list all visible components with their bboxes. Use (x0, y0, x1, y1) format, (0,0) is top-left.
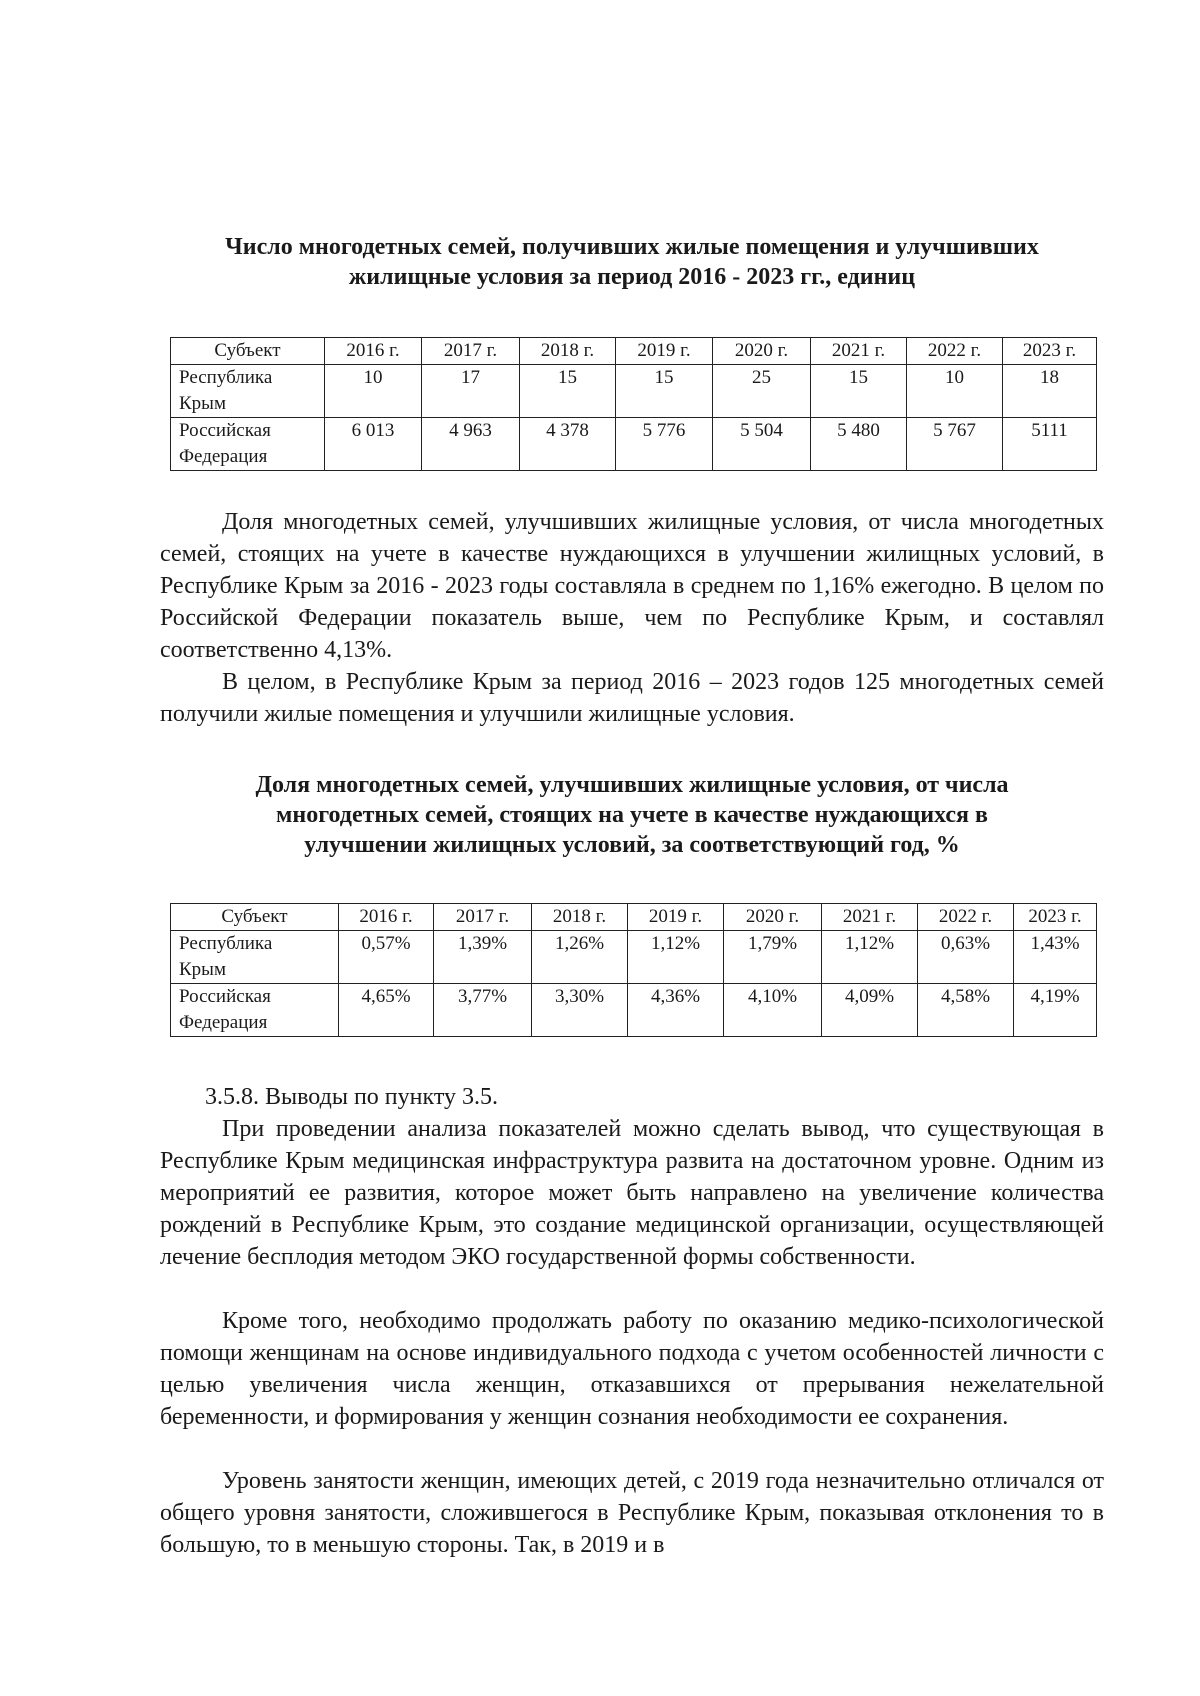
table2-title (160, 770, 1104, 860)
subject-line: Российская (179, 986, 271, 1007)
table1-title-line2: жилищные условия за период 2016 - 2023 гг., единиц (348, 264, 916, 290)
value-cell: 4,10% (724, 984, 822, 1037)
value-cell: 1,79% (724, 931, 822, 984)
value-cell: 5111 (1003, 418, 1097, 471)
table-row (171, 931, 1097, 984)
table1-title (160, 232, 1104, 292)
table2-header-cell: 2023 г. (1014, 904, 1097, 931)
subject-line: Федерация (179, 1012, 268, 1033)
table1-header-cell: 2022 г. (907, 338, 1003, 365)
table2 (170, 903, 1097, 1037)
table1-header-cell: 2023 г. (1003, 338, 1097, 365)
subject-cell (171, 365, 325, 418)
value-cell: 5 767 (907, 418, 1003, 471)
paragraph-employment: Уровень занятости женщин, имеющих детей, с 2019 года незначительно отличался от общего уровня занятости, сложившегося в Республике Крым, показывая отклонения то в большую, то в меньшую стороны. Так, в 2019 и в (160, 1468, 1104, 1558)
table2-header-cell: 2021 г. (822, 904, 918, 931)
table2-title-line2: многодетных семей, стоящих на учете в качестве нуждающихся в (276, 802, 988, 828)
value-cell: 3,30% (532, 984, 628, 1037)
table2-header-row (171, 904, 1097, 931)
table1-header-cell: 2018 г. (520, 338, 616, 365)
value-cell: 1,12% (628, 931, 724, 984)
section-heading: 3.5.8. Выводы по пункту 3.5. (205, 1084, 498, 1110)
subject-line: Республика (179, 933, 273, 954)
table2-title-line1: Доля многодетных семей, улучшивших жилищные условия, от числа (255, 772, 1009, 798)
subject-cell (171, 931, 339, 984)
table-row (171, 984, 1097, 1037)
table1-header-cell: 2019 г. (616, 338, 713, 365)
value-cell: 1,43% (1014, 931, 1097, 984)
subject-cell (171, 984, 339, 1037)
subject-line: Крым (179, 959, 226, 980)
subject-line: Российская (179, 420, 271, 441)
value-cell: 10 (325, 365, 422, 418)
value-cell: 5 480 (811, 418, 907, 471)
value-cell: 0,63% (918, 931, 1014, 984)
table2-header-cell: 2016 г. (339, 904, 434, 931)
value-cell: 18 (1003, 365, 1097, 418)
value-cell: 1,26% (532, 931, 628, 984)
table2-header-cell: 2022 г. (918, 904, 1014, 931)
table1-header-cell: 2017 г. (422, 338, 520, 365)
value-cell: 4,19% (1014, 984, 1097, 1037)
subject-cell (171, 418, 325, 471)
value-cell: 4 378 (520, 418, 616, 471)
table2-header-cell: 2020 г. (724, 904, 822, 931)
value-cell: 4,09% (822, 984, 918, 1037)
table2-header-cell: Субъект (171, 904, 339, 931)
value-cell: 15 (520, 365, 616, 418)
table1-header-cell: 2016 г. (325, 338, 422, 365)
table1-header-row (171, 338, 1097, 365)
table2-header-cell: 2019 г. (628, 904, 724, 931)
paragraph-conclusion-infrastructure: При проведении анализа показателей можно сделать вывод, что существующая в Республике Крым медицинская инфраструктура развита на достаточном уровне. Одним из мероприятий ее развития, которое может быть направлено на увеличение количества рождений в Республике Крым, это создание медицинской организации, осуществляющей лечение бесплодия методом ЭКО государственной формы собственности. (160, 1116, 1104, 1270)
table-row (171, 418, 1097, 471)
value-cell: 6 013 (325, 418, 422, 471)
table-row (171, 365, 1097, 418)
value-cell: 15 (616, 365, 713, 418)
value-cell: 5 504 (713, 418, 811, 471)
value-cell: 1,12% (822, 931, 918, 984)
value-cell: 25 (713, 365, 811, 418)
value-cell: 4,36% (628, 984, 724, 1037)
table1-header-cell: Субъект (171, 338, 325, 365)
table1-header-cell: 2021 г. (811, 338, 907, 365)
value-cell: 4,58% (918, 984, 1014, 1037)
subject-line: Крым (179, 393, 226, 414)
paragraph-total-families: В целом, в Республике Крым за период 2016 – 2023 годов 125 многодетных семей получили жилые помещения и улучшили жилищные условия. (160, 669, 1104, 727)
paragraph-share-families: Доля многодетных семей, улучшивших жилищные условия, от числа многодетных семей, стоящих на учете в качестве нуждающихся в улучшении жилищных условий, в Республике Крым за 2016 - 2023 годы составляла в среднем по 1,16% ежегодно. В целом по Российской Федерации показатель выше, чем по Республике Крым, и составлял соответственно 4,13%. (160, 509, 1104, 663)
value-cell: 0,57% (339, 931, 434, 984)
value-cell: 4,65% (339, 984, 434, 1037)
value-cell: 3,77% (434, 984, 532, 1037)
value-cell: 15 (811, 365, 907, 418)
table2-header-cell: 2018 г. (532, 904, 628, 931)
value-cell: 17 (422, 365, 520, 418)
paragraph-conclusion-psychological-help: Кроме того, необходимо продолжать работу по оказанию медико-психологической помощи женщинам на основе индивидуального подхода с учетом особенностей личности с целью увеличения числа женщин, отказавшихся от прерывания нежелательной беременности, и формирования у женщин сознания необходимости ее сохранения. (160, 1308, 1104, 1430)
value-cell: 10 (907, 365, 1003, 418)
value-cell: 1,39% (434, 931, 532, 984)
table2-header-cell: 2017 г. (434, 904, 532, 931)
table1 (170, 337, 1097, 471)
subject-line: Республика (179, 367, 273, 388)
table1-title-line1: Число многодетных семей, получивших жилые помещения и улучшивших (225, 234, 1039, 260)
subject-line: Федерация (179, 446, 268, 467)
table1-header-cell: 2020 г. (713, 338, 811, 365)
value-cell: 4 963 (422, 418, 520, 471)
value-cell: 5 776 (616, 418, 713, 471)
table2-title-line3: улучшении жилищных условий, за соответствующий год, % (304, 832, 960, 858)
